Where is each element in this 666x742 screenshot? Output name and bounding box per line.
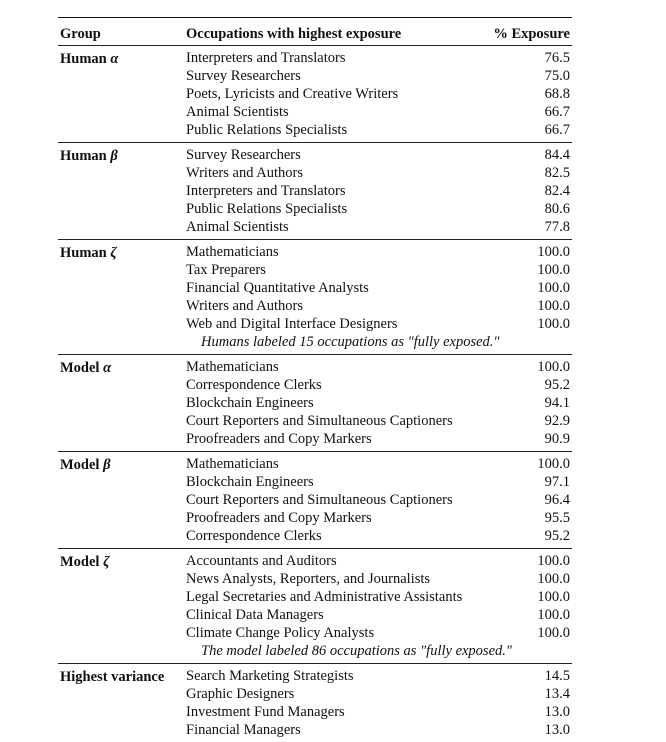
table-row (58, 624, 572, 642)
table-row (58, 85, 572, 103)
table-row (58, 606, 572, 624)
group-symbol: ζ (110, 245, 117, 261)
occupation-cell: Survey Researchers (186, 147, 301, 163)
occupation-cell: Financial Managers (186, 722, 301, 738)
note-text: Humans labeled 15 occupations as "fully exposed." (201, 334, 500, 350)
occupation-cell: Interpreters and Translators (186, 50, 346, 66)
exposure-cell: 66.7 (544, 122, 570, 138)
group-symbol: α (103, 360, 112, 376)
exposure-cell: 100.0 (537, 359, 570, 375)
group-name: Human (60, 148, 107, 164)
occupation-cell: Graphic Designers (186, 686, 295, 702)
header-occupations: Occupations with highest exposure (186, 26, 402, 42)
table-row (58, 200, 572, 218)
occupation-cell: Clinical Data Managers (186, 607, 324, 623)
exposure-cell: 82.5 (544, 165, 570, 181)
table-section (58, 143, 572, 239)
exposure-cell: 100.0 (537, 456, 570, 472)
group-symbol: β (110, 148, 118, 164)
table-row (58, 527, 572, 545)
occupation-cell: Public Relations Specialists (186, 201, 348, 217)
note-text: The model labeled 86 occupations as "fully exposed." (201, 643, 512, 659)
table-body (58, 45, 572, 742)
occupation-cell: Court Reporters and Simultaneous Captioners (186, 492, 453, 508)
exposure-cell: 97.1 (544, 474, 570, 490)
table-row (58, 703, 572, 721)
exposure-cell: 77.8 (544, 219, 570, 235)
group-name: Human (60, 51, 107, 67)
table-section (58, 452, 572, 548)
table-row (58, 721, 572, 739)
occupation-cell: Accountants and Auditors (186, 553, 337, 569)
group-symbol: α (110, 51, 119, 67)
table-row (58, 394, 572, 412)
table-row (58, 164, 572, 182)
table-row (58, 588, 572, 606)
exposure-cell: 94.1 (544, 395, 570, 411)
header-exposure: % Exposure (493, 26, 570, 42)
table-row (58, 121, 572, 139)
table-row (58, 67, 572, 85)
group-symbol: ζ (103, 554, 110, 570)
exposure-cell: 100.0 (537, 571, 570, 587)
occupation-cell: Financial Quantitative Analysts (186, 280, 369, 296)
occupation-cell: Web and Digital Interface Designers (186, 316, 398, 332)
exposure-cell: 80.6 (544, 201, 570, 217)
exposure-cell: 66.7 (544, 104, 570, 120)
header-group: Group (60, 26, 101, 42)
table-row (58, 667, 572, 685)
exposure-cell: 95.2 (544, 377, 570, 393)
exposure-cell: 92.9 (544, 413, 570, 429)
table-row (58, 473, 572, 491)
table-row (58, 430, 572, 448)
table-section (58, 240, 572, 354)
occupation-cell: Investment Fund Managers (186, 704, 345, 720)
occupation-cell: Interpreters and Translators (186, 183, 346, 199)
exposure-cell: 100.0 (537, 589, 570, 605)
group-name: Model (60, 360, 100, 376)
table-row (58, 146, 572, 164)
exposure-cell: 76.5 (544, 50, 570, 66)
exposure-cell: 100.0 (537, 280, 570, 296)
exposure-cell: 14.5 (544, 668, 570, 684)
occupation-cell: Proofreaders and Copy Markers (186, 431, 372, 447)
exposure-cell: 100.0 (537, 244, 570, 260)
exposure-cell: 75.0 (544, 68, 570, 84)
occupation-cell: News Analysts, Reporters, and Journalists (186, 571, 431, 587)
exposure-cell: 68.8 (544, 86, 570, 102)
table-row (58, 218, 572, 236)
table-section (58, 549, 572, 663)
table-header (58, 18, 572, 45)
occupation-cell: Mathematicians (186, 456, 279, 472)
occupation-cell: Legal Secretaries and Administrative Assistants (186, 589, 463, 605)
occupation-cell: Blockchain Engineers (186, 474, 314, 490)
group-symbol: β (103, 457, 111, 473)
exposure-cell: 100.0 (537, 262, 570, 278)
exposure-table (58, 17, 572, 742)
table-row (58, 412, 572, 430)
section-note (58, 642, 572, 660)
table-section (58, 46, 572, 142)
occupation-cell: Proofreaders and Copy Markers (186, 510, 372, 526)
table-row (58, 685, 572, 703)
exposure-cell: 100.0 (537, 553, 570, 569)
exposure-cell: 96.4 (544, 492, 570, 508)
exposure-cell: 90.9 (544, 431, 570, 447)
occupation-cell: Mathematicians (186, 359, 279, 375)
occupation-cell: Animal Scientists (186, 104, 289, 120)
occupation-cell: Correspondence Clerks (186, 528, 322, 544)
occupation-cell: Writers and Authors (186, 298, 304, 314)
table-section (58, 664, 572, 742)
exposure-cell: 13.0 (544, 722, 570, 738)
exposure-cell: 100.0 (537, 607, 570, 623)
table-row (58, 358, 572, 376)
group-name: Human (60, 245, 107, 261)
table-row (58, 261, 572, 279)
table-row (58, 297, 572, 315)
occupation-cell: Survey Researchers (186, 68, 301, 84)
table-row (58, 182, 572, 200)
occupation-cell: Writers and Authors (186, 165, 304, 181)
exposure-cell: 95.2 (544, 528, 570, 544)
exposure-cell: 82.4 (544, 183, 570, 199)
group-name: Model (60, 457, 100, 473)
occupation-cell: Climate Change Policy Analysts (186, 625, 375, 641)
occupation-cell: Poets, Lyricists and Creative Writers (186, 86, 399, 102)
occupation-cell: Animal Scientists (186, 219, 289, 235)
occupation-cell: Court Reporters and Simultaneous Captioners (186, 413, 453, 429)
table-row (58, 455, 572, 473)
exposure-cell: 95.5 (544, 510, 570, 526)
exposure-cell: 100.0 (537, 298, 570, 314)
occupation-cell: Mathematicians (186, 244, 279, 260)
exposure-cell: 100.0 (537, 316, 570, 332)
table-row (58, 491, 572, 509)
table-row (58, 570, 572, 588)
occupation-cell: Public Relations Specialists (186, 122, 348, 138)
group-name: Model (60, 554, 100, 570)
section-note (58, 333, 572, 351)
table-row (58, 509, 572, 527)
exposure-cell: 13.4 (544, 686, 570, 702)
occupation-cell: Correspondence Clerks (186, 377, 322, 393)
exposure-cell: 13.0 (544, 704, 570, 720)
table-row (58, 279, 572, 297)
table-row (58, 315, 572, 333)
occupation-cell: Search Marketing Strategists (186, 668, 354, 684)
group-name: Highest variance (60, 669, 165, 685)
table-row (58, 103, 572, 121)
exposure-cell: 100.0 (537, 625, 570, 641)
table-row (58, 243, 572, 261)
occupation-cell: Blockchain Engineers (186, 395, 314, 411)
table-row (58, 376, 572, 394)
table-section (58, 355, 572, 451)
occupation-cell: Tax Preparers (186, 262, 266, 278)
table-row (58, 49, 572, 67)
exposure-cell: 84.4 (544, 147, 570, 163)
table-row (58, 552, 572, 570)
